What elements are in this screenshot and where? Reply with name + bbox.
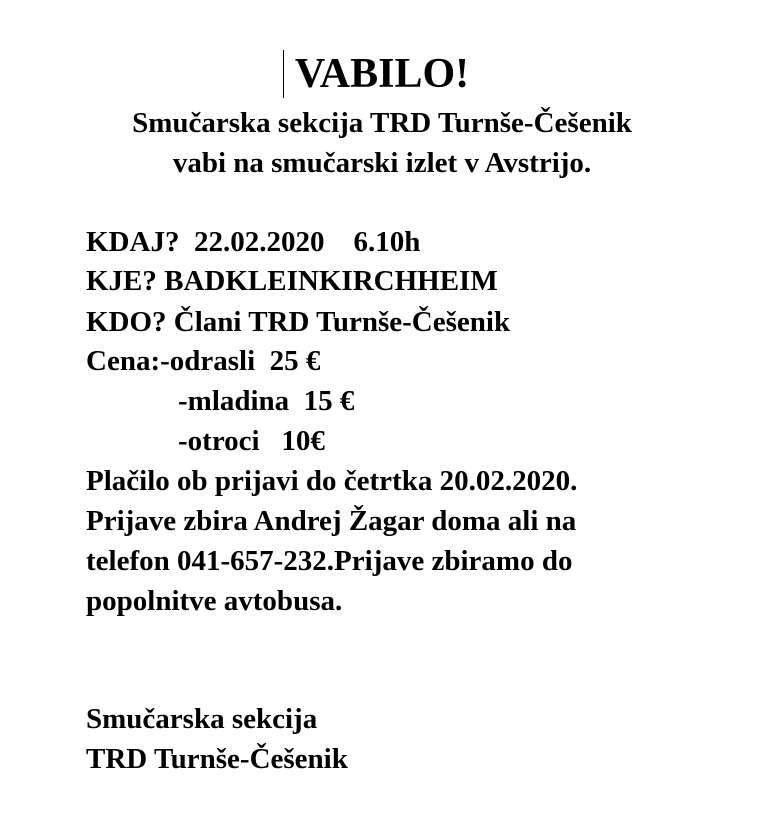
signature-line-1: Smučarska sekcija [86, 703, 318, 735]
invitation-title: VABILO! [294, 51, 470, 97]
signup-line-3: popolnitve avtobusa. [86, 585, 343, 617]
when-line: KDAJ? 22.02.2020 6.10h [86, 226, 421, 258]
payment-line: Plačilo ob prijavi do četrtka 20.02.2020. [86, 465, 578, 497]
price-children: -otroci 10€ [178, 425, 325, 457]
subtitle-line-2: vabi na smučarski izlet v Avstrijo. [172, 147, 592, 179]
who-line: KDO? Člani TRD Turnše-Češenik [86, 306, 511, 338]
price-youth: -mladina 15 € [178, 385, 355, 417]
subtitle-line-1: Smučarska sekcija TRD Turnše-Češenik [132, 107, 632, 139]
signature-line-2: TRD Turnše-Češenik [86, 743, 348, 775]
signup-line-2: telefon 041-657-232.Prijave zbiramo do [86, 545, 573, 577]
where-line: KJE? BADKLEINKIRCHHEIM [86, 265, 498, 297]
signup-line-1: Prijave zbira Andrej Žagar doma ali na [86, 505, 577, 537]
price-adults: Cena:-odrasli 25 € [86, 345, 321, 377]
